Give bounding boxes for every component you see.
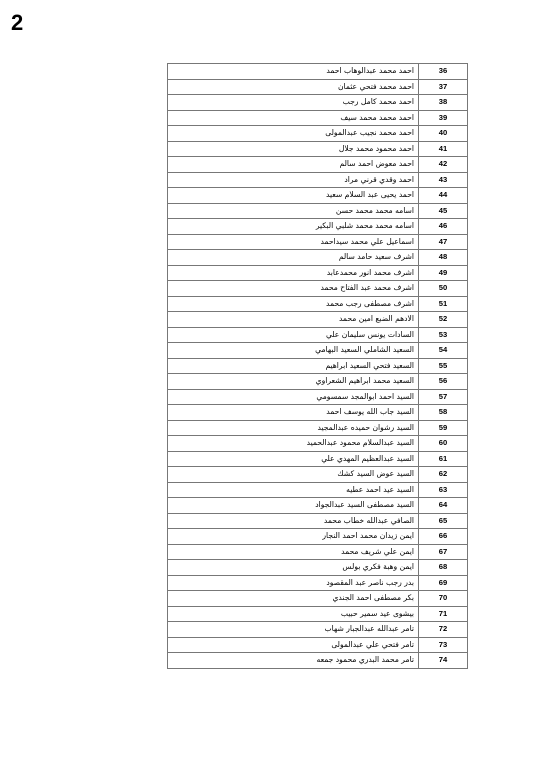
serial-number-cell: 38	[419, 95, 468, 111]
serial-number-cell: 50	[419, 281, 468, 297]
serial-number-cell: 36	[419, 64, 468, 80]
table-row	[168, 219, 468, 235]
person-name-cell: السيد عبدالسلام محمود عبدالحميد	[168, 436, 419, 452]
table-row	[168, 188, 468, 204]
person-name-cell: بدر رجب ناصر عبد المقصود	[168, 575, 419, 591]
table-row	[168, 234, 468, 250]
table-row	[168, 575, 468, 591]
table-row	[168, 203, 468, 219]
person-name-cell: بيشوى عيد سمير حبيب	[168, 606, 419, 622]
serial-number-cell: 63	[419, 482, 468, 498]
person-name-cell: السيد عوض السيد كشك	[168, 467, 419, 483]
serial-number-cell: 59	[419, 420, 468, 436]
person-name-cell: تامر محمد البدري محمود جمعه	[168, 653, 419, 669]
person-name-cell: السعيد الشاملي السعيد البهامي	[168, 343, 419, 359]
serial-number-cell: 40	[419, 126, 468, 142]
serial-number-cell: 46	[419, 219, 468, 235]
table-row	[168, 591, 468, 607]
table-row	[168, 622, 468, 638]
table-row	[168, 265, 468, 281]
table-row	[168, 343, 468, 359]
table-row	[168, 405, 468, 421]
serial-number-cell: 71	[419, 606, 468, 622]
serial-number-cell: 54	[419, 343, 468, 359]
table-row	[168, 653, 468, 669]
person-name-cell: احمد محمد عبدالوهاب احمد	[168, 64, 419, 80]
serial-number-cell: 44	[419, 188, 468, 204]
serial-number-cell: 72	[419, 622, 468, 638]
table-row	[168, 296, 468, 312]
person-name-cell: اشرف مصطفى رجب محمد	[168, 296, 419, 312]
person-name-cell: تامر عبدالله عبدالجبار شهاب	[168, 622, 419, 638]
person-name-cell: الادهم الضبع امين محمد	[168, 312, 419, 328]
serial-number-cell: 41	[419, 141, 468, 157]
serial-number-cell: 42	[419, 157, 468, 173]
table-row	[168, 498, 468, 514]
serial-number-cell: 56	[419, 374, 468, 390]
table-row	[168, 327, 468, 343]
person-name-cell: احمد يحيى عبد السلام سعيد	[168, 188, 419, 204]
serial-number-cell: 43	[419, 172, 468, 188]
serial-number-cell: 58	[419, 405, 468, 421]
person-name-cell: السيد مصطفى السيد عبدالجواد	[168, 498, 419, 514]
person-name-cell: احمد محمد كامل رجب	[168, 95, 419, 111]
serial-number-cell: 53	[419, 327, 468, 343]
serial-number-cell: 70	[419, 591, 468, 607]
table-row	[168, 420, 468, 436]
person-name-cell: الصافي عبدالله خطاب محمد	[168, 513, 419, 529]
person-name-cell: السادات يونس سليمان علي	[168, 327, 419, 343]
person-name-cell: احمد محمد نجيب عبدالمولى	[168, 126, 419, 142]
serial-number-cell: 68	[419, 560, 468, 576]
person-name-cell: السيد جاب الله يوسف احمد	[168, 405, 419, 421]
page-number: 2	[11, 10, 24, 35]
table-row	[168, 64, 468, 80]
serial-number-cell: 51	[419, 296, 468, 312]
serial-number-cell: 66	[419, 529, 468, 545]
serial-number-cell: 62	[419, 467, 468, 483]
person-name-cell: السعيد محمد ابراهيم الشعراوي	[168, 374, 419, 390]
person-name-cell: احمد محمد فتحي عثمان	[168, 79, 419, 95]
serial-number-cell: 37	[419, 79, 468, 95]
person-name-cell: احمد وقدي قرني مراد	[168, 172, 419, 188]
table-row	[168, 544, 468, 560]
serial-number-cell: 48	[419, 250, 468, 266]
serial-number-cell: 64	[419, 498, 468, 514]
table-row	[168, 172, 468, 188]
serial-number-cell: 69	[419, 575, 468, 591]
person-name-cell: ايمن زيدان محمد احمد النجار	[168, 529, 419, 545]
person-name-cell: السعيد فتحي السعيد ابراهيم	[168, 358, 419, 374]
person-name-cell: السيد احمد ابوالمجد سمسومي	[168, 389, 419, 405]
table-row	[168, 281, 468, 297]
person-name-cell: اسامه محمد محمد شلبي البكير	[168, 219, 419, 235]
person-name-cell: بكر مصطفى احمد الجندي	[168, 591, 419, 607]
person-name-cell: اشرف سعيد حامد سالم	[168, 250, 419, 266]
serial-number-cell: 57	[419, 389, 468, 405]
person-name-cell: احمد محمد محمد سيف	[168, 110, 419, 126]
names-table-body	[168, 64, 468, 669]
table-row	[168, 110, 468, 126]
table-row	[168, 436, 468, 452]
person-name-cell: السيد رشوان حميده عبدالمجيد	[168, 420, 419, 436]
person-name-cell: السيد عبدالعظيم المهدي علي	[168, 451, 419, 467]
names-table	[167, 63, 468, 669]
person-name-cell: احمد محمود محمد جلال	[168, 141, 419, 157]
table-row	[168, 513, 468, 529]
table-row	[168, 637, 468, 653]
table-row	[168, 358, 468, 374]
serial-number-cell: 52	[419, 312, 468, 328]
person-name-cell: ايمن علي شريف محمد	[168, 544, 419, 560]
table-row	[168, 606, 468, 622]
table-row	[168, 374, 468, 390]
table-row	[168, 451, 468, 467]
serial-number-cell: 39	[419, 110, 468, 126]
person-name-cell: اشرف محمد عبد الفتاح محمد	[168, 281, 419, 297]
serial-number-cell: 45	[419, 203, 468, 219]
table-row	[168, 312, 468, 328]
serial-number-cell: 61	[419, 451, 468, 467]
table-row	[168, 126, 468, 142]
serial-number-cell: 55	[419, 358, 468, 374]
table-row	[168, 389, 468, 405]
table-row	[168, 560, 468, 576]
table-row	[168, 79, 468, 95]
person-name-cell: احمد معوض احمد سالم	[168, 157, 419, 173]
serial-number-cell: 74	[419, 653, 468, 669]
table-row	[168, 157, 468, 173]
serial-number-cell: 73	[419, 637, 468, 653]
person-name-cell: اسامه محمد محمد حسن	[168, 203, 419, 219]
serial-number-cell: 47	[419, 234, 468, 250]
table-row	[168, 250, 468, 266]
serial-number-cell: 49	[419, 265, 468, 281]
person-name-cell: ايمن وهبة فكري بولس	[168, 560, 419, 576]
table-row	[168, 529, 468, 545]
serial-number-cell: 60	[419, 436, 468, 452]
table-row	[168, 95, 468, 111]
serial-number-cell: 67	[419, 544, 468, 560]
person-name-cell: تامر فتحي علي عبدالمولى	[168, 637, 419, 653]
table-row	[168, 467, 468, 483]
person-name-cell: السيد عيد احمد عطيه	[168, 482, 419, 498]
serial-number-cell: 65	[419, 513, 468, 529]
person-name-cell: اسماعيل علي محمد سيداحمد	[168, 234, 419, 250]
table-row	[168, 482, 468, 498]
table-row	[168, 141, 468, 157]
person-name-cell: اشرف محمد انور محمدعابد	[168, 265, 419, 281]
